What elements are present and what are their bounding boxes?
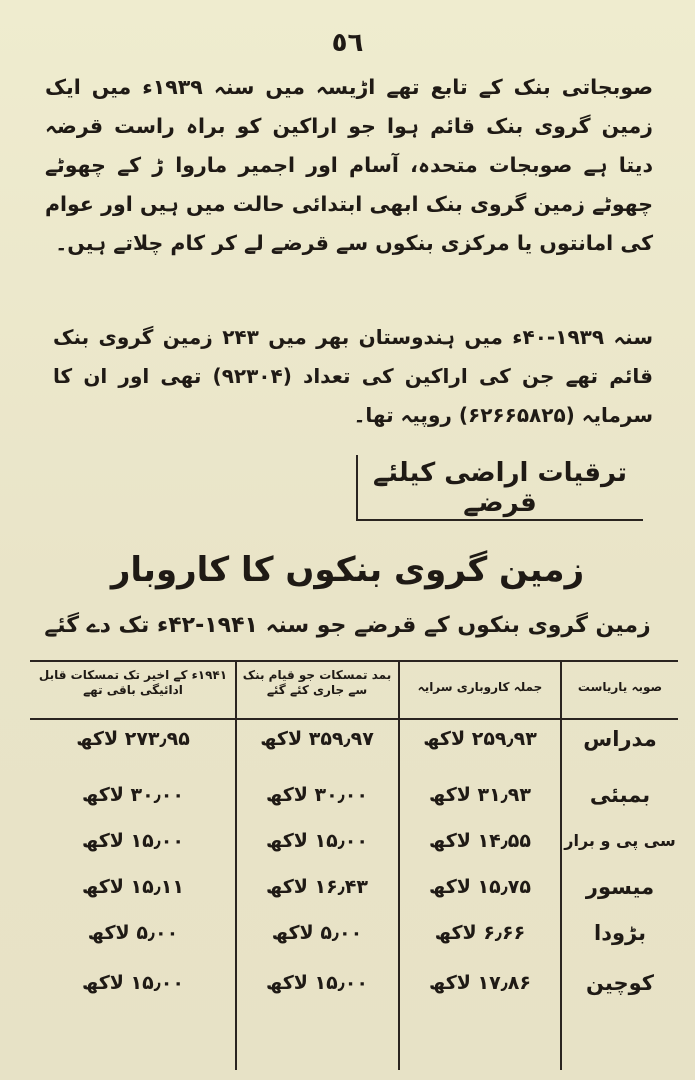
table-title: زمین گروی بنکوں کا کاروبار [110, 550, 585, 590]
cell-province: میسور [585, 875, 655, 899]
cell-province: بڑودا [594, 921, 646, 945]
cell-capital: ۲۵۹٫۹۳ لاکھ [423, 728, 537, 750]
paragraph-1: صوبجاتی بنک کے تابع تھے اڑیسہ میں سنہ ۱۹۳۹ء میں ایک زمین گروی بنک قائم ہوا جو اراکین کو براہ راست قرضہ دیتا ہے صوبجات متحدہ، آسام اور اجمیر ماروا ڑ کے چھوٹے چھوٹے زمین گروی بنک ابھی ابتدائی حالت میں ہیں اور عوام کی امانتوں یا مرکزی بنکوں سے قرضے لے کر کام چلاتے ہیں۔ [45, 75, 654, 255]
table-col-divider-2 [398, 660, 400, 1070]
cell-issued: ۱۶٫۴۳ لاکھ [265, 876, 368, 898]
cell-outstanding: ۲۷۳٫۹۵ لاکھ [76, 728, 190, 750]
cell-province: بمبئی [589, 783, 651, 807]
cell-issued: ۱۵٫۰۰ لاکھ [265, 830, 368, 852]
cell-capital: ۱۴٫۵۵ لاکھ [428, 830, 531, 852]
header-capital: جملہ کاروباری سرایہ [417, 680, 543, 694]
loans-table [30, 658, 678, 1070]
cell-province: کوچین [586, 971, 654, 995]
page-number: ٥٦ [331, 28, 364, 58]
cell-capital: ۳۱٫۹۳ لاکھ [428, 784, 531, 806]
table-col-divider-3 [560, 660, 562, 1070]
paragraph-2: سنہ ۱۹۳۹-۴۰ء میں ہندوستان بھر میں ۲۴۳ زمین گروی بنک قائم تھے جن کی اراکین کی تعداد (۹۲۳۰۴) تھی اور ان کا سرمایہ (۶۲۶۶۵۸۲۵) روپیہ تھا۔ [53, 325, 653, 427]
cell-issued: ۳۰٫۰۰ لاکھ [265, 784, 368, 806]
cell-outstanding: ۳۰٫۰۰ لاکھ [81, 784, 184, 806]
cell-issued: ۳۵۹٫۹۷ لاکھ [260, 728, 374, 750]
table-top-rule [30, 660, 678, 662]
cell-province: سی پی و برار [564, 831, 676, 850]
header-outstanding: ۱۹۴۱ء کے اخیر تک تمسکات قابل ادائیگی باقی تھے [38, 668, 228, 697]
table-header-rule [30, 718, 678, 720]
table-col-divider-1 [235, 660, 237, 1070]
cell-capital: ۱۵٫۷۵ لاکھ [428, 876, 531, 898]
cell-outstanding: ۵٫۰۰ لاکھ [87, 922, 179, 944]
cell-capital: ۶٫۶۶ لاکھ [434, 922, 526, 944]
cell-issued: ۵٫۰۰ لاکھ [271, 922, 363, 944]
cell-issued: ۱۵٫۰۰ لاکھ [265, 972, 368, 994]
cell-outstanding: ۱۵٫۱۱ لاکھ [81, 876, 184, 898]
header-province: صوبہ یاریاست [577, 680, 663, 694]
header-issued: بمد تمسکات جو قیام بنک سے جاری کئے گئے [242, 668, 392, 697]
table-subtitle: زمین گروی بنکوں کے قرضے جو سنہ ۱۹۴۱-۴۲ء تک دے گئے [44, 613, 651, 638]
cell-outstanding: ۱۵٫۰۰ لاکھ [81, 972, 184, 994]
cell-province: مدراس [583, 727, 657, 751]
cell-capital: ۱۷٫۸۶ لاکھ [428, 972, 531, 994]
cell-outstanding: ۱۵٫۰۰ لاکھ [81, 830, 184, 852]
section-heading: ترقیات اراضی کیلئے قرضے [373, 458, 627, 518]
